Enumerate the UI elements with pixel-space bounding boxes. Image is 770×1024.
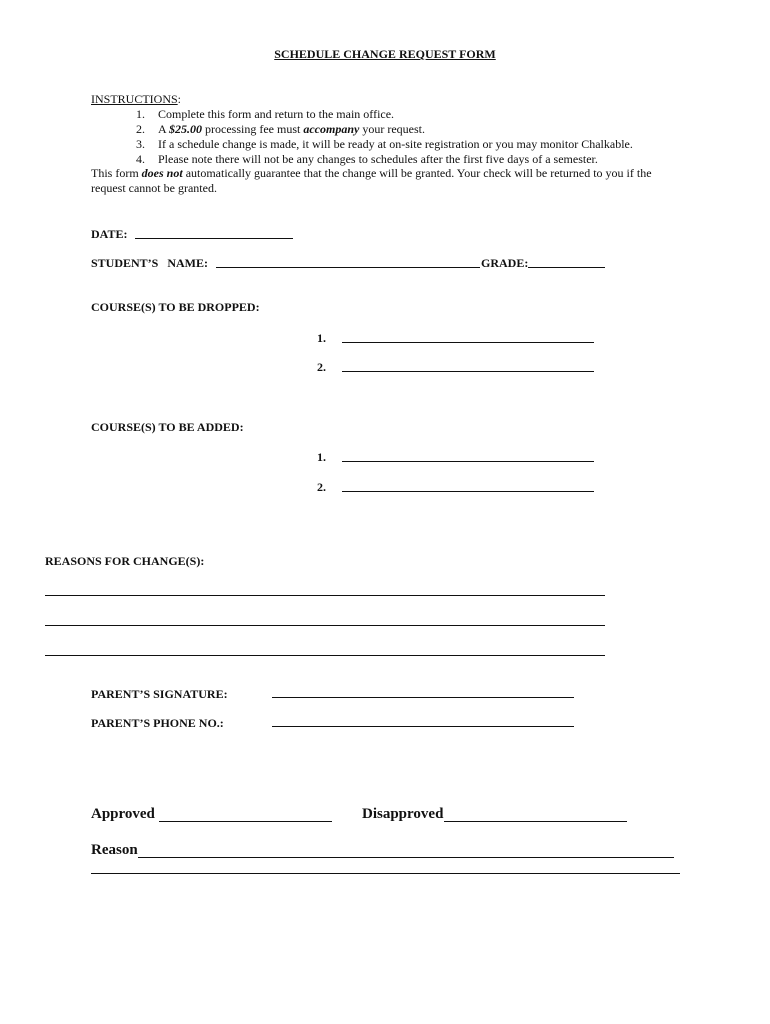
dropped-number-1: 1.	[317, 331, 326, 345]
note-emphasis: does not	[141, 166, 183, 180]
courses-dropped-label: COURSE(S) TO BE DROPPED:	[91, 300, 260, 314]
form-title: SCHEDULE CHANGE REQUEST FORM	[274, 47, 496, 61]
instruction-item	[136, 122, 633, 137]
instruction-text: Complete this form and return to the main office.	[158, 107, 395, 121]
disapproved-field[interactable]	[444, 821, 627, 822]
instruction-text: If a schedule change is made, it will be ready at on-site registration or you may monitor Chalkable.	[158, 137, 633, 151]
reason-field[interactable]	[138, 857, 674, 858]
instruction-number: 2.	[136, 122, 145, 136]
instruction-item	[136, 137, 633, 152]
reason-line-3[interactable]	[45, 655, 605, 656]
instruction-number: 1.	[136, 107, 145, 121]
reasons-label: REASONS FOR CHANGE(S):	[45, 554, 205, 568]
reason-label: Reason	[91, 842, 138, 858]
reason-line-2[interactable]	[45, 625, 605, 626]
note-text-pre: This form	[91, 166, 142, 180]
parent-signature-label: PARENT’S SIGNATURE:	[91, 687, 228, 701]
instructions-note	[91, 166, 681, 196]
instruction-number: 3.	[136, 137, 145, 151]
added-course-1-field[interactable]	[342, 461, 594, 462]
date-field[interactable]	[135, 238, 293, 239]
instruction-number: 4.	[136, 152, 145, 166]
parent-signature-field[interactable]	[272, 697, 574, 698]
added-number-1: 1.	[317, 450, 326, 464]
instructions-colon: :	[177, 92, 182, 106]
instruction-text-post: your request.	[359, 122, 425, 136]
approved-label: Approved	[91, 806, 155, 822]
student-name-field[interactable]	[216, 267, 480, 268]
dropped-course-1-field[interactable]	[342, 342, 594, 343]
instructions-list	[136, 107, 633, 167]
date-label: DATE:	[91, 227, 128, 241]
instruction-item	[136, 152, 633, 167]
instructions-heading: INSTRUCTIONS	[91, 92, 178, 106]
added-course-2-field[interactable]	[342, 491, 594, 492]
disapproved-label: Disapproved	[362, 806, 444, 822]
instruction-text-pre: A	[158, 122, 170, 136]
parent-phone-label: PARENT’S PHONE NO.:	[91, 716, 224, 730]
added-number-2: 2.	[317, 480, 326, 494]
reason-field-continued[interactable]	[91, 873, 680, 874]
grade-field[interactable]	[528, 267, 605, 268]
student-name-label: STUDENT’S NAME:	[91, 256, 209, 270]
reason-line-1[interactable]	[45, 595, 605, 596]
courses-added-label: COURSE(S) TO BE ADDED:	[91, 420, 244, 434]
parent-phone-field[interactable]	[272, 726, 574, 727]
instruction-text-mid: processing fee must	[202, 122, 304, 136]
note-text-post: automatically guarantee that the change will be granted. Your check will be returned to you if the request cannot be granted.	[91, 166, 652, 195]
processing-fee: $25.00	[169, 122, 203, 136]
approved-field[interactable]	[159, 821, 332, 822]
dropped-number-2: 2.	[317, 360, 326, 374]
instruction-item	[136, 107, 633, 122]
instructions-heading-wrap	[91, 92, 181, 107]
dropped-course-2-field[interactable]	[342, 371, 594, 372]
instruction-text: Please note there will not be any changes to schedules after the first five days of a semester.	[158, 152, 598, 166]
grade-label: GRADE:	[481, 256, 529, 270]
instruction-emphasis: accompany	[303, 122, 360, 136]
